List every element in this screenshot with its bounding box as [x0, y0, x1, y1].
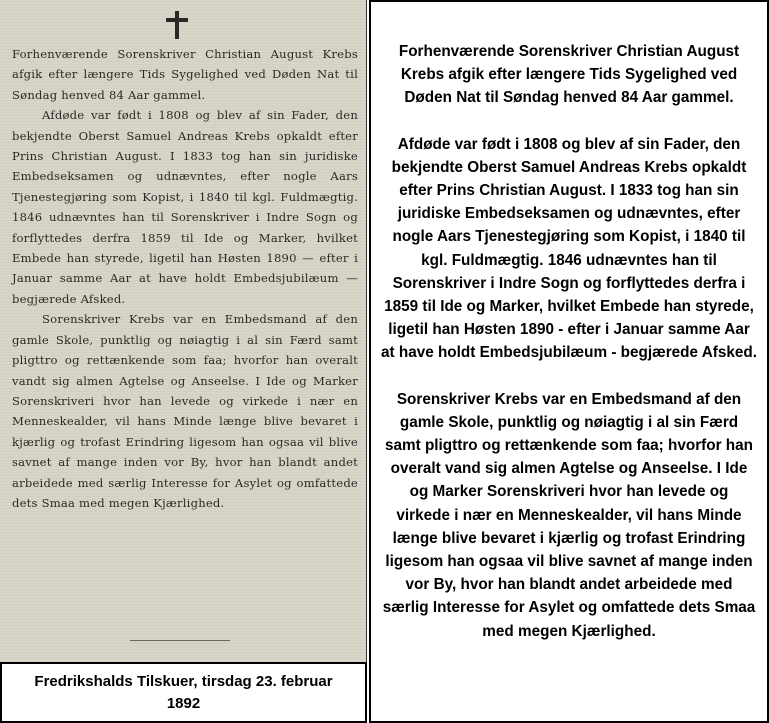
- clipping-paragraph-2: Afdøde var født i 1808 og blev af sin Fader, den bekjendte Oberst Samuel Andreas Krebs opkaldt efter Prins Christian August. I 1833 tog han sin juridiske Embedseksamen og udnævntes, efter nogle Aars Tjenestegjøring som Kopist, i 1840 til kgl. Fuldmægtig. 1846 udnævntes han til Sorenskriver i Indre Sogn og forflyttedes derfra 1859 til Ide og Marker, hvilket Embede han styrede, ligetil han Høsten 1890 — efter i Januar samme Aar at have holdt Embedsjubilæum — begjærede Afsked.: [12, 108, 358, 306]
- newspaper-clipping-scan: [0, 0, 367, 662]
- source-caption: [0, 662, 367, 723]
- clipping-text: [12, 44, 358, 513]
- source-caption-text: Fredrikshalds Tilskuer, tirsdag 23. februar 1892: [34, 672, 333, 712]
- latin-cross-icon: [164, 10, 190, 40]
- transcript-paragraph-1: Forhenværende Sorenskriver Christian August Krebs afgik efter længere Tids Sygelighed ved Døden Nat til Søndag henved 84 Aar gammel.: [398, 43, 740, 107]
- clipping-divider: [130, 640, 230, 641]
- transcript-paragraph-3: Sorenskriver Krebs var en Embedsmand af den gamle Skole, punktlig og nøiagtig i al sin Færd samt pligttro og rettænkende som faa; hvorfor han overalt vand sig almen Agtelse og Anseelse. I Ide og Marker Sorenskriveri hvor han levede og virkede i nær en Menneskealder, vil hans Minde længe blive bevaret i kjærlig og trofast Erindring ligesom han ogsaa vil blive savnet af mange inden vor By, hvor han blandt andet arbeidede med særlig Interesse for Asylet og omfattede dets Smaa med megen Kjærlighed.: [382, 390, 756, 640]
- transcript-paragraph-2: Afdøde var født i 1808 og blev af sin Fader, den bekjendte Oberst Samuel Andreas Krebs opkaldt efter Prins Christian August. I 1833 tog han sin juridiske Embedseksamen og udnævntes, efter nogle Aars Tjenestegjøring som Kopist, i 1840 til kgl. Fuldmægtig. 1846 udnævntes han til Sorenskriver i Indre Sogn og forflyttedes derfra i 1859 til Ide og Marker, hvilket Embede han styrede, ligetil han Høsten 1890 - efter i Januar samme Aar at have holdt Embedsjubilæum - begjærede Afsked.: [381, 135, 757, 362]
- transcription-panel: [369, 0, 769, 723]
- clipping-paragraph-3: Sorenskriver Krebs var en Embedsmand af den gamle Skole, punktlig og nøiagtig i al sin Færd samt pligttro og rettænkende som faa; hvorfor han overalt vandt sig almen Agtelse og Anseelse. I Ide og Marker Sorenskriveri hvor han levede og virkede i nær en Menneskealder, vil hans Minde længe blive bevaret i kjærlig og trofast Erindring ligesom han ogsaa vil blive savnet af mange inden vor By, hvor han blandt andet arbeidede med særlig Interesse for Asylet og omfattede dets Smaa med megen Kjærlighed.: [12, 312, 358, 510]
- clipping-paragraph-1: Forhenværende Sorenskriver Christian August Krebs afgik efter længere Tids Sygelighed ved Døden Nat til Søndag henved 84 Aar gammel.: [12, 47, 358, 102]
